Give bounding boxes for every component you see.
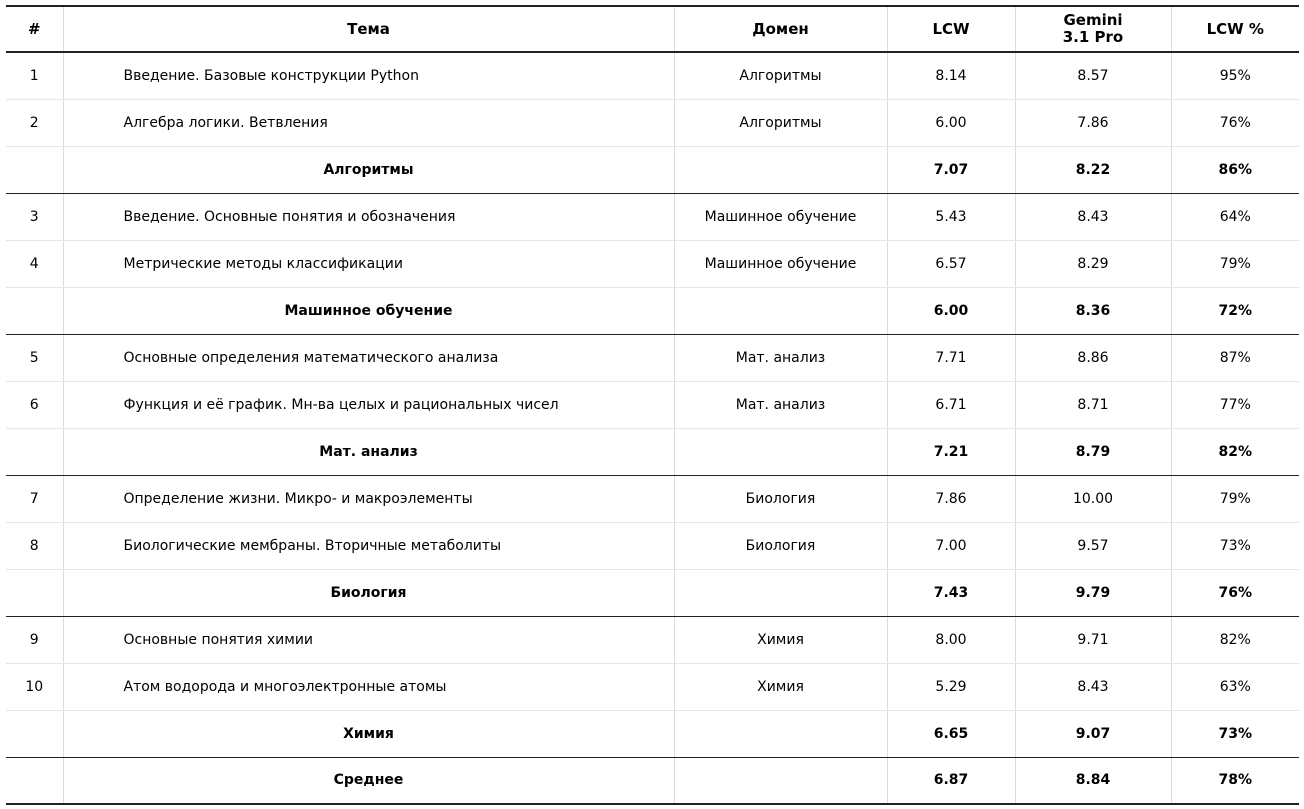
cell-topic: Основные понятия химии — [63, 616, 674, 663]
cell-domain: Мат. анализ — [674, 381, 887, 428]
table-row — [6, 193, 1299, 240]
cell-lcw: 6.71 — [887, 381, 1015, 428]
cell-domain: Машинное обучение — [674, 193, 887, 240]
cell-lcw: 5.43 — [887, 193, 1015, 240]
cell-gemini: 8.57 — [1015, 52, 1171, 99]
subtotal-row — [6, 146, 1299, 193]
header-lcw: LCW — [887, 6, 1015, 52]
cell-lcw-percent: 76% — [1171, 99, 1299, 146]
cell-num: 3 — [6, 193, 63, 240]
cell-domain — [674, 757, 887, 804]
cell-topic: Алгебра логики. Ветвления — [63, 99, 674, 146]
cell-topic: Машинное обучение — [63, 287, 674, 334]
cell-num: 1 — [6, 52, 63, 99]
cell-domain: Машинное обучение — [674, 240, 887, 287]
cell-domain: Биология — [674, 475, 887, 522]
cell-lcw-percent: 77% — [1171, 381, 1299, 428]
cell-domain — [674, 146, 887, 193]
cell-topic: Биология — [63, 569, 674, 616]
cell-topic: Среднее — [63, 757, 674, 804]
cell-num: 9 — [6, 616, 63, 663]
cell-num: 5 — [6, 334, 63, 381]
cell-domain — [674, 569, 887, 616]
cell-topic: Алгоритмы — [63, 146, 674, 193]
table-row — [6, 522, 1299, 569]
cell-gemini: 8.22 — [1015, 146, 1171, 193]
cell-gemini: 7.86 — [1015, 99, 1171, 146]
header-gemini — [1015, 6, 1171, 52]
cell-domain: Биология — [674, 522, 887, 569]
results-table — [6, 5, 1299, 805]
cell-topic: Основные определения математического анализа — [63, 334, 674, 381]
cell-lcw: 6.00 — [887, 99, 1015, 146]
cell-lcw: 6.65 — [887, 710, 1015, 757]
table-row — [6, 240, 1299, 287]
cell-lcw-percent: 82% — [1171, 428, 1299, 475]
cell-lcw: 8.14 — [887, 52, 1015, 99]
cell-lcw: 7.07 — [887, 146, 1015, 193]
cell-num — [6, 757, 63, 804]
cell-gemini: 8.36 — [1015, 287, 1171, 334]
cell-topic: Введение. Базовые конструкции Python — [63, 52, 674, 99]
table-row — [6, 99, 1299, 146]
cell-lcw-percent: 95% — [1171, 52, 1299, 99]
cell-gemini: 8.43 — [1015, 193, 1171, 240]
cell-num: 4 — [6, 240, 63, 287]
header-row — [6, 6, 1299, 52]
cell-num: 2 — [6, 99, 63, 146]
header-gemini-line2: 3.1 Pro — [1062, 28, 1124, 46]
table-row — [6, 381, 1299, 428]
header-gemini-line1: Gemini — [1063, 11, 1123, 29]
cell-num — [6, 146, 63, 193]
cell-gemini: 8.71 — [1015, 381, 1171, 428]
cell-lcw-percent: 73% — [1171, 710, 1299, 757]
table-body — [6, 52, 1299, 804]
cell-gemini: 9.79 — [1015, 569, 1171, 616]
cell-topic: Биологические мембраны. Вторичные метаболиты — [63, 522, 674, 569]
cell-num: 10 — [6, 663, 63, 710]
cell-domain: Алгоритмы — [674, 99, 887, 146]
header-topic: Тема — [63, 6, 674, 52]
cell-domain — [674, 710, 887, 757]
table-row — [6, 663, 1299, 710]
cell-lcw-percent: 79% — [1171, 475, 1299, 522]
header-num: # — [6, 6, 63, 52]
cell-gemini: 8.29 — [1015, 240, 1171, 287]
cell-topic: Определение жизни. Микро- и макроэлементы — [63, 475, 674, 522]
table-row — [6, 616, 1299, 663]
table-row — [6, 334, 1299, 381]
cell-lcw-percent: 76% — [1171, 569, 1299, 616]
cell-lcw-percent: 82% — [1171, 616, 1299, 663]
cell-gemini: 10.00 — [1015, 475, 1171, 522]
cell-num — [6, 428, 63, 475]
average-row — [6, 757, 1299, 804]
cell-lcw: 7.86 — [887, 475, 1015, 522]
cell-gemini: 8.43 — [1015, 663, 1171, 710]
cell-num — [6, 287, 63, 334]
cell-gemini: 9.71 — [1015, 616, 1171, 663]
cell-gemini: 9.07 — [1015, 710, 1171, 757]
cell-domain: Химия — [674, 616, 887, 663]
header-domain: Домен — [674, 6, 887, 52]
cell-lcw: 6.87 — [887, 757, 1015, 804]
cell-topic: Химия — [63, 710, 674, 757]
cell-gemini: 8.86 — [1015, 334, 1171, 381]
cell-gemini: 8.79 — [1015, 428, 1171, 475]
cell-gemini: 8.84 — [1015, 757, 1171, 804]
cell-lcw-percent: 72% — [1171, 287, 1299, 334]
cell-lcw: 8.00 — [887, 616, 1015, 663]
cell-domain — [674, 428, 887, 475]
cell-lcw-percent: 64% — [1171, 193, 1299, 240]
cell-num: 8 — [6, 522, 63, 569]
cell-domain: Алгоритмы — [674, 52, 887, 99]
table-row — [6, 52, 1299, 99]
cell-topic: Метрические методы классификации — [63, 240, 674, 287]
cell-lcw-percent: 63% — [1171, 663, 1299, 710]
subtotal-row — [6, 569, 1299, 616]
cell-topic: Мат. анализ — [63, 428, 674, 475]
cell-lcw-percent: 87% — [1171, 334, 1299, 381]
cell-num: 6 — [6, 381, 63, 428]
cell-lcw: 7.21 — [887, 428, 1015, 475]
subtotal-row — [6, 428, 1299, 475]
cell-num: 7 — [6, 475, 63, 522]
cell-gemini: 9.57 — [1015, 522, 1171, 569]
cell-num — [6, 710, 63, 757]
cell-lcw-percent: 73% — [1171, 522, 1299, 569]
cell-lcw: 7.00 — [887, 522, 1015, 569]
cell-num — [6, 569, 63, 616]
cell-lcw: 7.71 — [887, 334, 1015, 381]
cell-lcw-percent: 86% — [1171, 146, 1299, 193]
header-lcw-percent: LCW % — [1171, 6, 1299, 52]
cell-topic: Функция и её график. Мн-ва целых и рациональных чисел — [63, 381, 674, 428]
subtotal-row — [6, 287, 1299, 334]
cell-lcw: 6.00 — [887, 287, 1015, 334]
cell-domain: Мат. анализ — [674, 334, 887, 381]
cell-lcw-percent: 79% — [1171, 240, 1299, 287]
cell-topic: Атом водорода и многоэлектронные атомы — [63, 663, 674, 710]
cell-lcw: 7.43 — [887, 569, 1015, 616]
cell-lcw: 6.57 — [887, 240, 1015, 287]
cell-topic: Введение. Основные понятия и обозначения — [63, 193, 674, 240]
cell-lcw-percent: 78% — [1171, 757, 1299, 804]
table-row — [6, 475, 1299, 522]
cell-lcw: 5.29 — [887, 663, 1015, 710]
subtotal-row — [6, 710, 1299, 757]
cell-domain: Химия — [674, 663, 887, 710]
cell-domain — [674, 287, 887, 334]
